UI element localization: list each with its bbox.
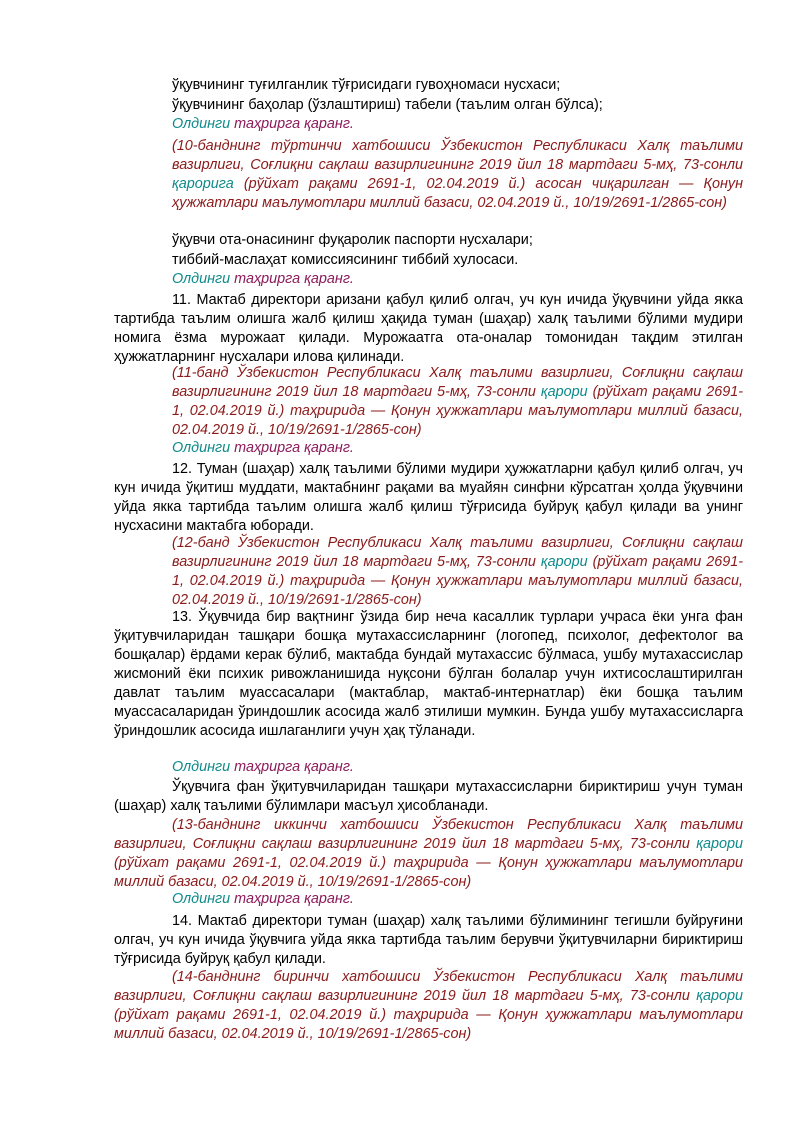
list-item-parent-passport: ўқувчи ота-онасининг фуқаролик паспорти нусхалари; — [172, 232, 533, 248]
paragraph-14: 14. Мактаб директори туман (шаҳар) халқ таълими бўлимининг тегишли буйруғини олгач, уч кун ичида ўқувчига уйда якка тартибда таълим берувчи ўқитувчиларни бириктириш тўғрисида буйруқ қабул қилади. — [114, 913, 743, 967]
decree-link[interactable]: қарори — [696, 836, 743, 852]
previous-edition-link-3[interactable]: Олдинги таҳрирга қаранг. — [172, 440, 354, 456]
decree-link[interactable]: қарорига — [172, 176, 234, 192]
paragraph-12: 12. Туман (шаҳар) халқ таълими бўлими мудири ҳужжатларни қабул қилиб олгач, уч кун ичида ўқитиш муддати, мактабнинг рақами ва муайян синфни кўрсатган ҳолда ўқувчини уйда якка тартибда таълим олишга жалб қилиш тўғрисида буйруқ қабул қилади ва унинг нусхасини мактабга юборади. — [114, 461, 743, 534]
paragraph-13-second: Ўқувчига фан ўқитувчиларидан ташқари мутахассисларни бириктириш учун туман (шаҳар) халқ таълими бўлимлари масъул ҳисобланади. — [114, 779, 743, 814]
previous-edition-link-2[interactable]: Олдинги таҳрирга қаранг. — [172, 271, 354, 287]
paragraph-13: 13. Ўқувчида бир вақтнинг ўзида бир неча касаллик турлари учраса ёки унга фан ўқитувчиларидан ташқари бошқа мутахассисларнинг (логопед, психолог, дефектолог ва бошқалар) ёрдами керак бўлиб, мактабда бундай мутахассис бўлмаса, ушбу мутахассислар жисмоний ёки психик ривожланишида нуқсони бўлган болалар учун ихтисослаштирилган давлат таълим муассасалари (мактаблар, мактаб-интернатлар) ёки бошқа таълим муассасаларидан ўриндошлик асосида жалб этилиши мумкин. Бунда ушбу мутахассисларга ўриндошлик асосида ишлаганлиги учун ҳақ тўланади. — [114, 609, 743, 739]
list-item-medical-conclusion: тиббий-маслаҳат комиссиясининг тиббий хулосаси. — [172, 252, 519, 268]
amendment-note-11: (11-банд Ўзбекистон Республикаси Халқ таълими вазирлиги, Соғлиқни сақлаш вазирлигининг 2019 йил 18 мартдаги 5-мҳ, 73-сонли қарори (рўйхат рақами 2691-1, 02.04.2019 й.) таҳририда — Қонун ҳужжатлари маълумотлари миллий базаси, 02.04.2019 й., 10/19/2691-1/2865-сон) — [172, 365, 743, 438]
list-item-birth-certificate: ўқувчининг туғилганлик тўғрисидаги гувоҳномаси нусхаси; — [172, 77, 561, 93]
previous-edition-link-1[interactable]: Олдинги таҳрирга қаранг. — [172, 116, 354, 132]
paragraph-11: 11. Мактаб директори аризани қабул қилиб олгач, уч кун ичида ўқувчини уйда якка тартибда таълим олишга жалб қилиш ҳақида туман (шаҳар) халқ таълими бўлими мудири номига ёзма мурожаат қилади. Мурожаатга ота-оналар томонидан тақдим этилган ҳужжатларнинг нусхалари илова қилинади. — [114, 292, 743, 365]
decree-link[interactable]: қарори — [696, 988, 743, 1004]
amendment-note-14: (14-банднинг биринчи хатбошиси Ўзбекистон Республикаси Халқ таълими вазирлиги, Соғлиқни сақлаш вазирлигининг 2019 йил 18 мартдаги 5-мҳ, 73-сонли қарори (рўйхат рақами 2691-1, 02.04.2019 й.) таҳририда — Қонун ҳужжатлари маълумотлари миллий базаси, 02.04.2019 й., 10/19/2691-1/2865-сон) — [114, 969, 743, 1042]
decree-link[interactable]: қарори — [540, 384, 588, 400]
amendment-note-13: (13-банднинг иккинчи хатбошиси Ўзбекистон Республикаси Халқ таълими вазирлиги, Соғлиқни сақлаш вазирлигининг 2019 йил 18 мартдаги 5-мҳ, 73-сонли қарори (рўйхат рақами 2691-1, 02.04.2019 й.) таҳририда — Қонун ҳужжатлари маълумотлари миллий базаси, 02.04.2019 й., 10/19/2691-1/2865-сон) — [114, 817, 743, 890]
previous-edition-link-5[interactable]: Олдинги таҳрирга қаранг. — [172, 891, 354, 907]
list-item-grade-report: ўқувчининг баҳолар (ўзлаштириш) табели (таълим олган бўлса); — [172, 97, 603, 113]
amendment-note-10: (10-банднинг тўртинчи хатбошиси Ўзбекистон Республикаси Халқ таълими вазирлиги, Соғлиқни сақлаш вазирлигининг 2019 йил 18 мартдаги 5-мҳ, 73-сонли қарорига (рўйхат рақами 2691-1, 02.04.2019 й.) асосан чиқарилган — Қонун ҳужжатлари маълумотлари миллий базаси, 02.04.2019 й., 10/19/2691-1/2865-сон) — [172, 138, 743, 211]
decree-link[interactable]: қарори — [540, 554, 588, 570]
amendment-note-12: (12-банд Ўзбекистон Республикаси Халқ таълими вазирлиги, Соғлиқни сақлаш вазирлигининг 2019 йил 18 мартдаги 5-мҳ, 73-сонли қарори (рўйхат рақами 2691-1, 02.04.2019 й.) таҳририда — Қонун ҳужжатлари маълумотлари миллий базаси, 02.04.2019 й., 10/19/2691-1/2865-сон) — [172, 535, 743, 608]
previous-edition-link-4[interactable]: Олдинги таҳрирга қаранг. — [172, 759, 354, 775]
